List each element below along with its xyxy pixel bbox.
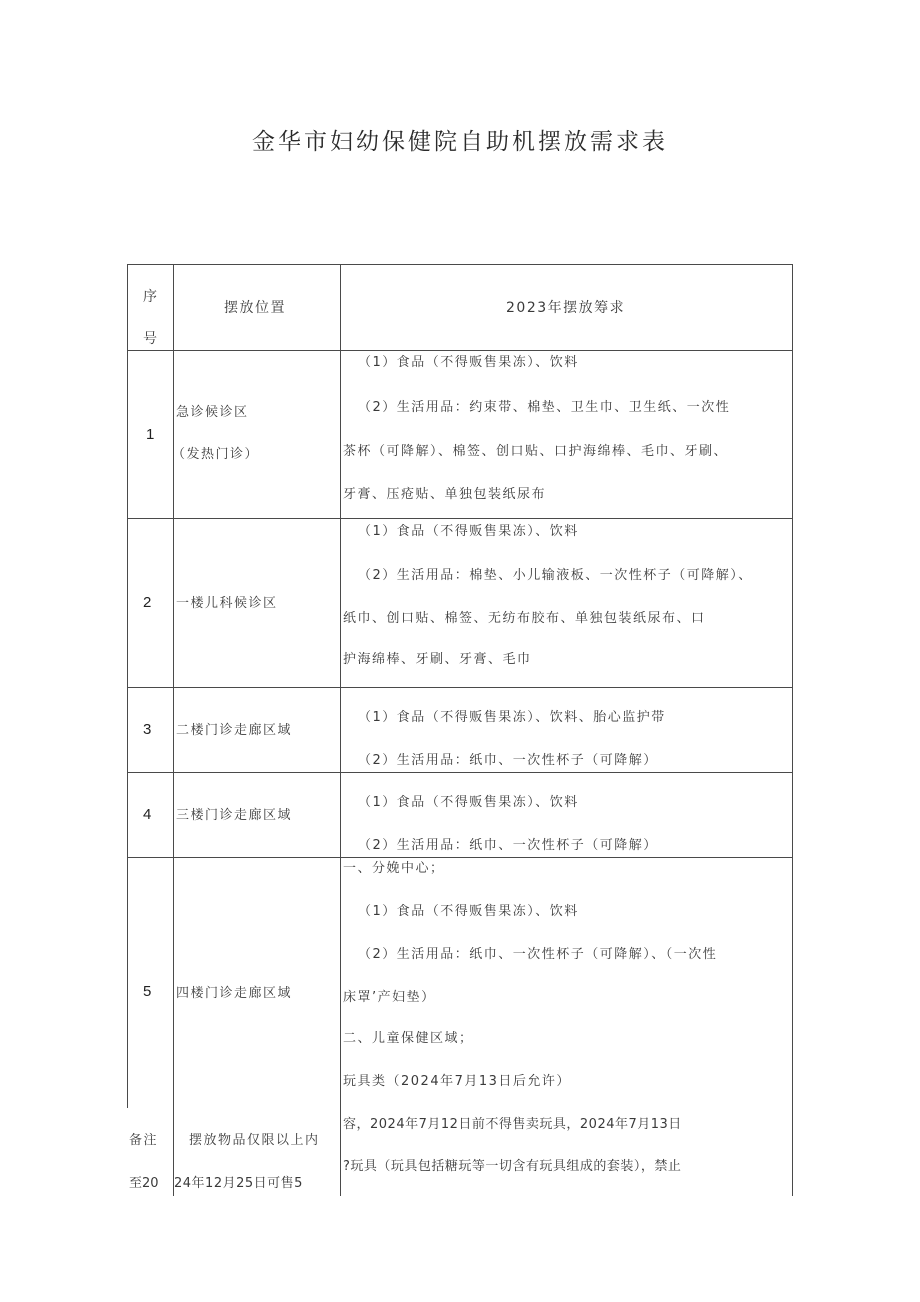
header-seq: 序 <box>143 289 159 305</box>
row-location: 三楼门诊走廊区域 <box>176 808 293 823</box>
row-demand: （2）生活用品：约束带、棉垫、卫生巾、卫生纸、一次性 <box>358 400 731 415</box>
row-demand: （1）食品（不得贩售果冻）、饮料 <box>358 355 579 370</box>
row-location: （发热门诊） <box>172 447 260 462</box>
table-rule <box>127 772 793 773</box>
row-location: 四楼门诊走廊区域 <box>176 986 293 1001</box>
row-number: 1 <box>146 426 155 443</box>
row-demand: 床罩’产妇垫） <box>343 990 436 1005</box>
row-demand: （1）食品（不得贩售果冻）、饮料 <box>358 904 579 919</box>
row-demand: （2）生活用品：纸巾、一次性杯子（可降解）、（一次性 <box>358 947 718 962</box>
row-location: 一楼儿科候诊区 <box>176 596 278 611</box>
row-demand: 二、儿童保健区域； <box>343 1031 474 1046</box>
note-label: 至20 <box>129 1176 159 1191</box>
table-rule <box>127 350 793 351</box>
note-text: ?玩具（玩具包括糖玩等一切含有玩具组成的套装），禁止 <box>343 1159 682 1174</box>
row-location: 急诊候诊区 <box>176 405 249 420</box>
row-number: 5 <box>143 983 152 1000</box>
note-text: 容，2024年7月12日前不得售卖玩具，2024年7月13日 <box>343 1117 682 1132</box>
row-demand: （2）生活用品：纸巾、一次性杯子（可降解） <box>358 838 658 853</box>
table-rule <box>127 264 793 265</box>
row-demand: 玩具类（2024年7月13日后允许） <box>343 1074 571 1089</box>
table-rule <box>173 264 174 1196</box>
row-demand: 纸巾、创口贴、棉签、无纺布胶布、单独包装纸尿布、口 <box>343 611 706 626</box>
table-rule <box>127 264 128 1108</box>
row-demand: （1）食品（不得贩售果冻）、饮料 <box>358 795 579 810</box>
header-location: 摆放位置 <box>224 300 286 316</box>
row-demand: （2）生活用品：纸巾、一次性杯子（可降解） <box>358 753 658 768</box>
row-demand: （1）食品（不得贩售果冻）、饮料 <box>358 524 579 539</box>
row-demand: （1）食品（不得贩售果冻）、饮料、胎心监护带 <box>358 710 666 725</box>
row-demand: （2）生活用品：棉垫、小儿输液板、一次性杯子（可降解）、 <box>358 568 753 583</box>
row-demand: 茶杯（可降解）、棉签、创口贴、口护海绵棒、毛巾、牙刷、 <box>343 444 729 459</box>
row-number: 3 <box>143 721 152 738</box>
table-rule <box>127 687 793 688</box>
row-demand: 一、分娩中心； <box>343 861 445 876</box>
header-demand: 2023年摆放筹求 <box>506 300 626 316</box>
row-demand: 牙膏、压疮贴、单独包装纸尿布 <box>343 487 547 502</box>
row-number: 4 <box>143 806 152 823</box>
row-location: 二楼门诊走廊区域 <box>176 723 293 738</box>
note-text: 摆放物品仅限以上内 <box>189 1133 320 1148</box>
header-seq: 号 <box>143 331 159 347</box>
row-demand: 护海绵棒、牙刷、牙膏、毛巾 <box>343 652 532 667</box>
note-label: 备注 <box>129 1133 159 1148</box>
note-text: 24年12月25日可售5 <box>174 1176 303 1191</box>
table-rule <box>127 518 793 519</box>
table-rule <box>127 857 793 858</box>
table-rule <box>792 264 793 1196</box>
table-rule <box>340 264 341 1196</box>
row-number: 2 <box>143 594 152 611</box>
document-title: 金华市妇幼保健院自助机摆放需求表 <box>252 129 668 155</box>
